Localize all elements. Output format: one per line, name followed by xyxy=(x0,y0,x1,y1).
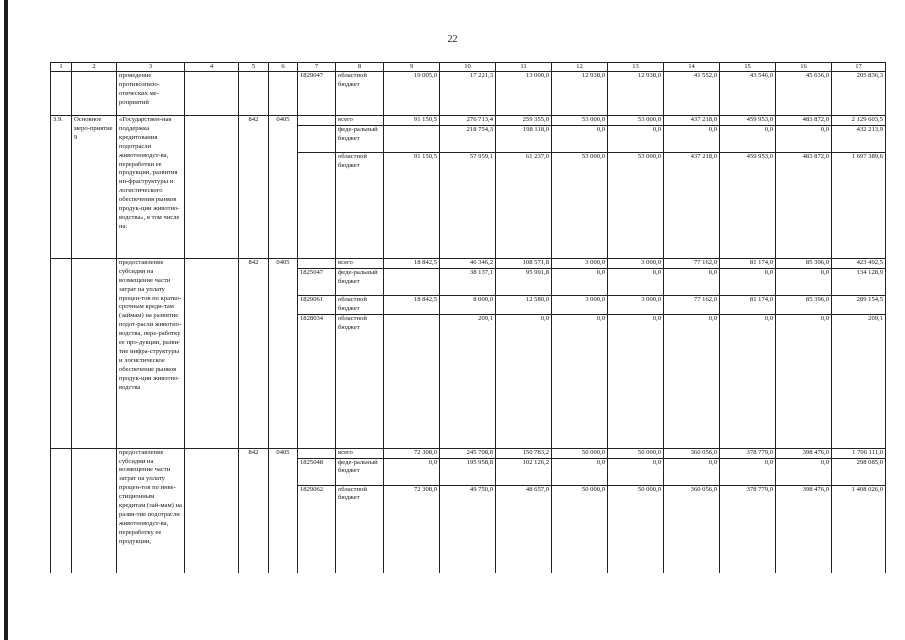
code-col5: 842 xyxy=(239,258,269,448)
value-cell: 50 000,0 xyxy=(552,448,608,458)
value-cell: 0,0 xyxy=(552,458,608,485)
activity-description: предоставление субсидии на возмещение части затрат на уплату процен-тов по кратко-срочным креди-там (займам) на развитие подот-расли животно-водства, пере-работку ее про-дукции, разви-тие инфра-структуры и логистическое обеспечение рынков продук-ции животно-водства xyxy=(117,258,185,448)
value-cell: 0,0 xyxy=(608,458,664,485)
value-cell: 17 221,3 xyxy=(440,72,496,116)
value-cell: 12 938,0 xyxy=(552,72,608,116)
value-cell: 53 000,0 xyxy=(608,152,664,258)
table-cell xyxy=(51,448,72,573)
page-edge-bar xyxy=(4,0,8,640)
budget-table xyxy=(50,62,886,573)
value-cell: 50 000,0 xyxy=(608,448,664,458)
code-col6: 0405 xyxy=(269,258,298,448)
value-cell: 483 872,0 xyxy=(776,152,832,258)
value-cell: 1 706 111,0 xyxy=(832,448,886,458)
funding-source: феде-ральный бюджет xyxy=(336,125,384,152)
header-cell: 1 xyxy=(51,63,72,72)
value-cell: 259 355,0 xyxy=(496,116,552,126)
table-row xyxy=(51,448,886,458)
table-cell xyxy=(51,72,72,116)
value-cell: 205 836,3 xyxy=(832,72,886,116)
value-cell: 245 708,8 xyxy=(440,448,496,458)
value-cell: 0,0 xyxy=(552,268,608,295)
value-cell: 108 571,8 xyxy=(496,258,552,268)
value-cell: 378 779,0 xyxy=(720,448,776,458)
funding-source: областной бюджет xyxy=(336,314,384,448)
value-cell: 18 842,5 xyxy=(384,295,440,314)
value-cell: 81 174,0 xyxy=(720,258,776,268)
header-cell: 8 xyxy=(336,63,384,72)
value-cell xyxy=(384,125,440,152)
value-cell: 0,0 xyxy=(776,314,832,448)
funding-source: всего xyxy=(336,258,384,268)
value-cell: 3 000,0 xyxy=(552,258,608,268)
value-cell: 72 308,0 xyxy=(384,448,440,458)
value-cell: 459 953,0 xyxy=(720,152,776,258)
value-cell: 195 958,8 xyxy=(440,458,496,485)
table-cell xyxy=(269,72,298,116)
value-cell: 459 953,0 xyxy=(720,116,776,126)
table-cell xyxy=(72,448,117,573)
activity-description: проведение противоэпизо-отических ме-роприятий xyxy=(117,72,185,116)
table-cell xyxy=(185,72,239,116)
value-cell: 360 056,0 xyxy=(664,448,720,458)
code-col6: 0405 xyxy=(269,116,298,259)
value-cell: 53 000,0 xyxy=(552,152,608,258)
value-cell: 77 162,0 xyxy=(664,295,720,314)
value-cell: 19 005,0 xyxy=(384,72,440,116)
value-cell: 45 636,0 xyxy=(776,72,832,116)
funding-source: феде-ральный бюджет xyxy=(336,458,384,485)
value-cell: 0,0 xyxy=(776,125,832,152)
value-cell: 0,0 xyxy=(664,314,720,448)
budget-code: 1829047 xyxy=(298,72,336,116)
value-cell: 1 697 389,6 xyxy=(832,152,886,258)
value-cell: 0,0 xyxy=(664,458,720,485)
funding-source: областной бюджет xyxy=(336,295,384,314)
budget-code: 1828034 xyxy=(298,314,336,448)
value-cell: 81 174,0 xyxy=(720,295,776,314)
column-number-row xyxy=(51,63,886,72)
header-cell: 10 xyxy=(440,63,496,72)
code-col5: 842 xyxy=(239,116,269,259)
value-cell: 102 126,2 xyxy=(496,458,552,485)
value-cell: 289 154,5 xyxy=(832,295,886,314)
value-cell: 8 000,0 xyxy=(440,295,496,314)
value-cell: 0,0 xyxy=(720,268,776,295)
header-cell: 5 xyxy=(239,63,269,72)
table-cell xyxy=(185,258,239,448)
value-cell: 276 713,4 xyxy=(440,116,496,126)
value-cell: 378 779,0 xyxy=(720,485,776,573)
table-row xyxy=(51,258,886,268)
value-cell: 46 346,2 xyxy=(440,258,496,268)
value-cell: 91 150,5 xyxy=(384,152,440,258)
value-cell: 298 085,0 xyxy=(832,458,886,485)
value-cell: 50 000,0 xyxy=(552,485,608,573)
value-cell: 53 000,0 xyxy=(552,116,608,126)
value-cell: 209,1 xyxy=(832,314,886,448)
value-cell: 12 580,0 xyxy=(496,295,552,314)
value-cell: 77 162,0 xyxy=(664,258,720,268)
value-cell: 437 218,0 xyxy=(664,152,720,258)
value-cell: 13 000,0 xyxy=(496,72,552,116)
header-cell: 4 xyxy=(185,63,239,72)
value-cell: 49 750,0 xyxy=(440,485,496,573)
value-cell: 398 476,0 xyxy=(776,448,832,458)
budget-code xyxy=(298,125,336,152)
header-cell: 17 xyxy=(832,63,886,72)
budget-code: 1825047 xyxy=(298,268,336,295)
value-cell: 0,0 xyxy=(776,268,832,295)
value-cell: 0,0 xyxy=(496,314,552,448)
value-cell: 57 959,1 xyxy=(440,152,496,258)
value-cell: 38 137,1 xyxy=(440,268,496,295)
table-row xyxy=(51,116,886,126)
table-cell xyxy=(51,258,72,448)
table-cell xyxy=(72,72,117,116)
value-cell: 0,0 xyxy=(552,314,608,448)
header-cell: 3 xyxy=(117,63,185,72)
page-number: 22 xyxy=(447,34,458,45)
budget-code xyxy=(298,152,336,258)
funding-source: областной бюджет xyxy=(336,485,384,573)
budget-code xyxy=(298,258,336,268)
value-cell: 1 408 026,0 xyxy=(832,485,886,573)
value-cell: 43 546,0 xyxy=(720,72,776,116)
header-cell: 15 xyxy=(720,63,776,72)
header-cell: 7 xyxy=(298,63,336,72)
value-cell: 0,0 xyxy=(776,458,832,485)
code-col5: 842 xyxy=(239,448,269,573)
activity-name: Основное меро-приятие 9 xyxy=(72,116,117,259)
item-number: 3.9. xyxy=(51,116,72,259)
value-cell: 18 842,5 xyxy=(384,258,440,268)
value-cell xyxy=(384,314,440,448)
value-cell: 0,0 xyxy=(720,458,776,485)
header-cell: 14 xyxy=(664,63,720,72)
budget-code: 1829061 xyxy=(298,295,336,314)
value-cell: 53 000,0 xyxy=(608,116,664,126)
value-cell: 432 213,9 xyxy=(832,125,886,152)
funding-source: всего xyxy=(336,116,384,126)
header-cell: 11 xyxy=(496,63,552,72)
value-cell: 360 056,0 xyxy=(664,485,720,573)
value-cell: 218 754,3 xyxy=(440,125,496,152)
budget-code: 1825048 xyxy=(298,458,336,485)
header-cell: 9 xyxy=(384,63,440,72)
value-cell: 3 000,0 xyxy=(608,258,664,268)
value-cell: 95 991,8 xyxy=(496,268,552,295)
value-cell: 209,1 xyxy=(440,314,496,448)
funding-source: всего xyxy=(336,448,384,458)
value-cell: 0,0 xyxy=(608,125,664,152)
value-cell: 12 938,0 xyxy=(608,72,664,116)
value-cell: 0,0 xyxy=(552,125,608,152)
header-cell: 6 xyxy=(269,63,298,72)
funding-source: феде-ральный бюджет xyxy=(336,268,384,295)
funding-source: областной бюджет xyxy=(336,72,384,116)
value-cell: 0,0 xyxy=(664,268,720,295)
header-cell: 16 xyxy=(776,63,832,72)
value-cell: 91 150,5 xyxy=(384,116,440,126)
value-cell: 0,0 xyxy=(608,314,664,448)
value-cell: 398 476,0 xyxy=(776,485,832,573)
budget-code: 1829062 xyxy=(298,485,336,573)
value-cell: 61 237,0 xyxy=(496,152,552,258)
table-cell xyxy=(185,448,239,573)
value-cell: 85 396,0 xyxy=(776,258,832,268)
value-cell: 3 000,0 xyxy=(608,295,664,314)
value-cell xyxy=(384,268,440,295)
table-row xyxy=(51,72,886,116)
value-cell: 134 128,9 xyxy=(832,268,886,295)
value-cell: 437 218,0 xyxy=(664,116,720,126)
value-cell: 423 492,5 xyxy=(832,258,886,268)
value-cell: 48 657,0 xyxy=(496,485,552,573)
value-cell: 3 000,0 xyxy=(552,295,608,314)
value-cell: 0,0 xyxy=(384,458,440,485)
value-cell: 0,0 xyxy=(608,268,664,295)
value-cell: 41 552,0 xyxy=(664,72,720,116)
header-cell: 13 xyxy=(608,63,664,72)
activity-description: предоставление субсидии на возмещение части затрат на уплату процен-тов по инве-стиционным кредитам (зай-мам) на разви-тие подотрасли животноводст-ва, переработку ее продукции, xyxy=(117,448,185,573)
value-cell: 72 308,0 xyxy=(384,485,440,573)
activity-description: «Государствен-ная поддержка кредитования подотрасли животноводст-ва, переработки ее продукции, развития ин-фраструктуры и логистического обеспечения рынков продук-ции животно-водства», в том числе на: xyxy=(117,116,185,259)
value-cell: 0,0 xyxy=(720,314,776,448)
value-cell: 150 783,2 xyxy=(496,448,552,458)
table-cell xyxy=(185,116,239,259)
budget-code xyxy=(298,448,336,458)
header-cell: 2 xyxy=(72,63,117,72)
funding-source: областной бюджет xyxy=(336,152,384,258)
table-cell xyxy=(72,258,117,448)
value-cell: 198 118,0 xyxy=(496,125,552,152)
value-cell: 85 396,0 xyxy=(776,295,832,314)
value-cell: 483 872,0 xyxy=(776,116,832,126)
header-cell: 12 xyxy=(552,63,608,72)
value-cell: 2 129 603,5 xyxy=(832,116,886,126)
code-col6: 0405 xyxy=(269,448,298,573)
value-cell: 0,0 xyxy=(720,125,776,152)
value-cell: 0,0 xyxy=(664,125,720,152)
table-cell xyxy=(239,72,269,116)
budget-code xyxy=(298,116,336,126)
value-cell: 50 000,0 xyxy=(608,485,664,573)
